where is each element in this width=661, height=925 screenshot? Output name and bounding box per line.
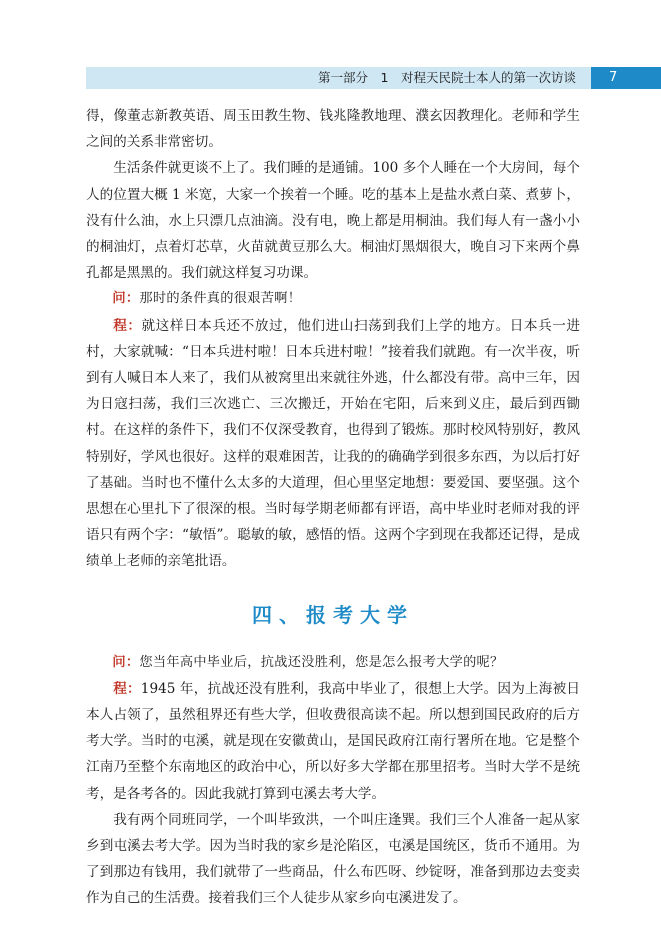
- question: [86, 650, 580, 676]
- header-title: 第一部分 1 对程天民院士本人的第一次访谈: [318, 70, 576, 85]
- paragraph: 得，像董志新教英语、周玉田教生物、钱兆隆教地理、濮玄因教理化。老师和学生之间的关系非常密切。: [86, 108, 580, 151]
- answer: [86, 676, 580, 807]
- question-text: 那时的条件真的很艰苦啊！: [139, 291, 302, 307]
- answer-text: 就这样日本兵还不放过，他们进山扫荡到我们上学的地方。日本兵一进村，大家就喊：“日本兵进村啦！日本兵进村啦！”接着我们就跑。有一次半夜，听到有人喊日本人来了，我们从被窝里出来就往外逃，什么都没有带。高中三年，因为日寇扫荡，我们三次逃亡、三次搬迁，开始在宅阳，后来到义庄，最后到西锄村。在这样的条件下，我们不仅深受教育，也得到了锻炼。那时校风特别好，教风特别好，学风也很好。这样的艰难困苦，让我的的确确学到很多东西，为以后打好了基础。当时也不懂什么太多的大道理，但心里坚定地想：要爱国、要坚强。这个思想在心里扎下了很深的根。当时每学期老师都有评语，高中毕业时老师对我的评语只有两个字：“敏悟”。聪敏的敏，感悟的悟。这两个字到现在我都还记得，是成绩单上老师的亲笔批语。: [86, 317, 580, 570]
- running-header: [86, 67, 661, 89]
- page-number: 7: [591, 67, 661, 89]
- speaker-label: 问：: [112, 654, 140, 670]
- speaker-label: 问：: [112, 291, 140, 307]
- body-text: [86, 103, 580, 912]
- question: [86, 286, 580, 312]
- section-heading: 四、报考大学: [252, 602, 414, 627]
- question-text: 您当年高中毕业后，抗战还没胜利，您是怎么报考大学的呢？: [139, 654, 504, 670]
- answer: [86, 313, 580, 575]
- speaker-label: 程：: [113, 317, 142, 334]
- paragraph: 生活条件就更谈不上了。我们睡的是通铺。100 多个人睡在一个大房间，每个人的位置大概 1 米宽，大家一个挨着一个睡。吃的基本上是盐水煮白菜、煮萝卜，没有什么油，水上只漂几点油滴。没有电，晚上都是用桐油。我们每人有一盏小小的桐油灯，点着灯芯草，火苗就黄豆那么大。桐油灯黑烟很大，晚自习下来两个鼻孔都是黑黑的。我们就这样复习功课。: [86, 160, 580, 282]
- answer-text: 1945 年，抗战还没有胜利，我高中毕业了，很想上大学。因为上海被日本人占领了，虽然租界还有些大学，但收费很高读不起。所以想到国民政府的后方考大学。当时的屯溪，就是现在安徽黄山，是国民政府江南行署所在地。它是整个江南乃至整个东南地区的政治中心，所以好多大学都在那里招考。当时大学不是统考，是各考各的。因此我就打算到屯溪去考大学。: [86, 680, 580, 802]
- paragraph: 我有两个同班同学，一个叫毕致洪，一个叫庄逢巽。我们三个人准备一起从家乡到屯溪去考大学。因为当时我的家乡是沦陷区，屯溪是国统区，货币不通用。为了到那边有钱用，我们就带了一些商品，什么布匹呀、纱锭呀，准备到那边去变卖作为自己的生活费。接着我们三个人徒步从家乡向屯溪进发了。: [86, 811, 580, 907]
- speaker-label: 程：: [113, 680, 141, 697]
